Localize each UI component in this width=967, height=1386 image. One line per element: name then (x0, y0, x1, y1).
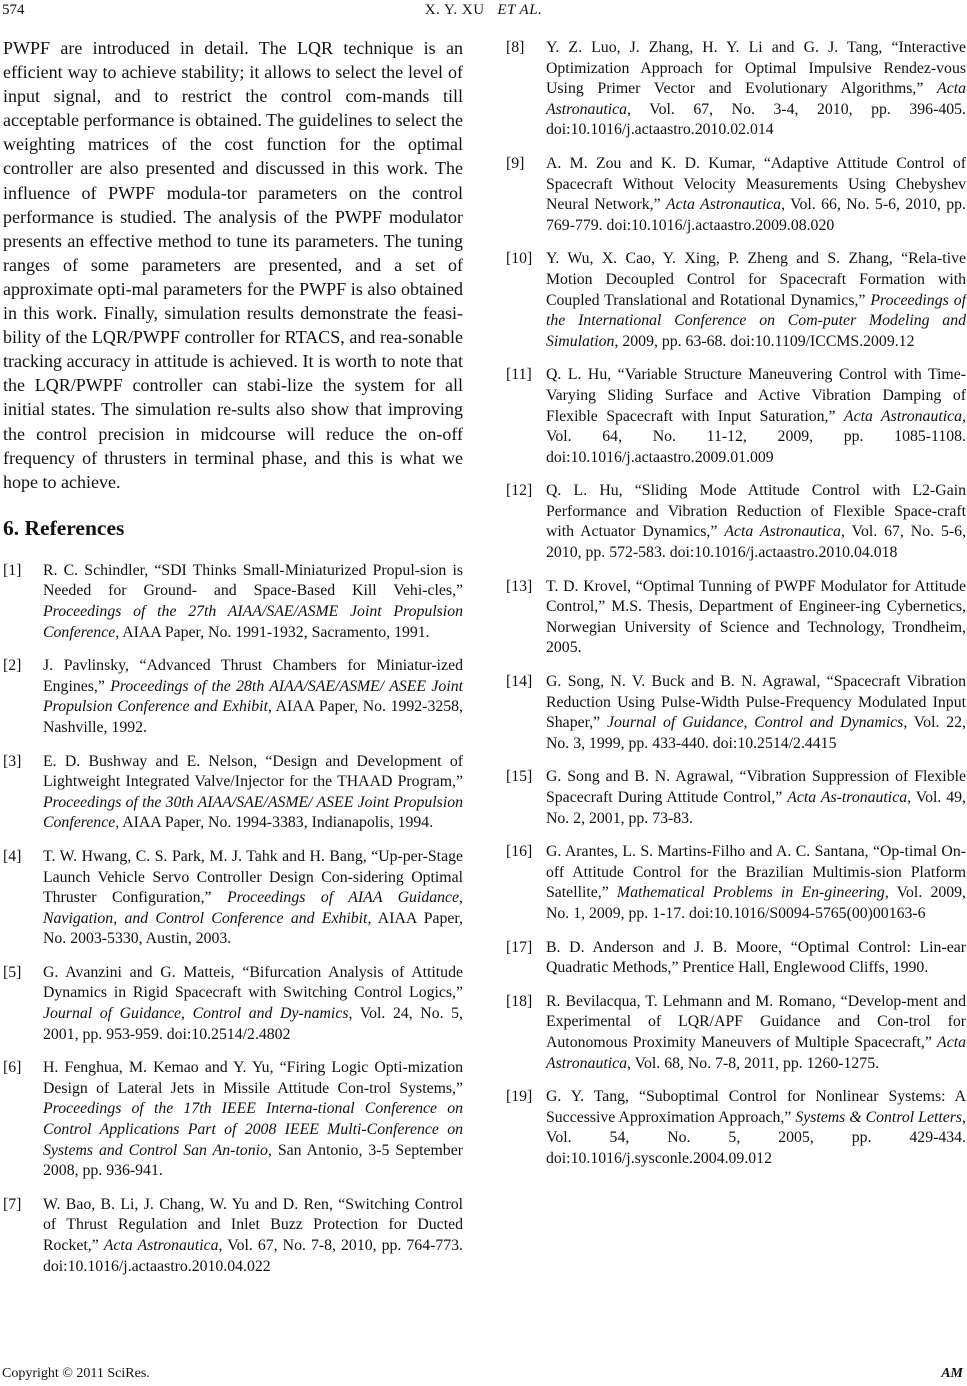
reference-details: , Vol. 49, No. 2, 2001, pp. 73-83. (546, 789, 966, 827)
reference-authors-title: J. Pavlinsky, “Advanced Thrust Chambers for Miniatur-ized Engines,” (43, 657, 463, 695)
running-header (0, 2, 967, 19)
page-number: 574 (2, 2, 25, 18)
reference-text (546, 366, 966, 465)
reference-details: , 2009, pp. 63-68. doi:10.1109/ICCMS.2009.12 (614, 332, 915, 350)
reference-item (506, 842, 966, 924)
reference-item (3, 1195, 463, 1277)
reference-text (546, 578, 966, 657)
reference-item (506, 672, 966, 754)
reference-item (506, 481, 966, 563)
reference-text (546, 768, 966, 826)
reference-text (546, 843, 966, 922)
reference-item (3, 847, 463, 950)
reference-item (506, 154, 966, 236)
reference-details: , Vol. 67, No. 7-8, 2010, pp. 764-773. doi:10.1016/j.actaastro.2010.04.022 (43, 1237, 464, 1275)
reference-number: [1] (3, 561, 22, 579)
reference-item (506, 992, 966, 1074)
reference-venue: Proceedings of the International Conference on Com-puter Modeling and Simulation (546, 291, 966, 350)
reference-venue: Proceedings of the 30th AIAA/SAE/ASME/ ASEE Joint Propulsion Conference (43, 793, 463, 832)
reference-text (546, 155, 966, 234)
intro-paragraph: PWPF are introduced in detail. The LQR technique is an efficient way to achieve stability; it allows to select the level of input signal, and to restrict the control com-mands till acceptable performance is obtained. The guidelines to select the weighting matrices of the cost function for the optimal controller are also presented and discussed in this work. The influence of PWPF modula-tor parameters on the control performance is studied. The analysis of the PWPF modulator presents an effective method to tune its parameters. The tuning ranges of some parameters are presented, and a set of approximate opti-mal parameters for the PWPF is also obtained in this work. Finally, simulation results demonstrate the feasi-bility of the LQR/PWPF controller for RTACS, and rea-sonable tracking accuracy in attitude is achieved. It is worth to note that the LQR/PWPF controller can stabi-lize the system for all initial states. The simulation re-sults also show that improving the control precision in midcourse will reduce the on-off frequency of thrusters in terminal phase, and this is what we hope to achieve. (3, 38, 463, 492)
reference-number: [3] (3, 752, 22, 770)
reference-details: , Vol. 67, No. 5-6, 2010, pp. 572-583. doi:10.1016/j.actaastro.2010.04.018 (546, 523, 967, 562)
reference-number: [7] (3, 1195, 22, 1213)
reference-authors-title: W. Bao, B. Li, J. Chang, W. Yu and D. Ren, “Switching Control of Thrust Regulation and Inlet Buzz Protection for Ducted Rocket,” (43, 1195, 463, 1254)
reference-text (43, 1059, 463, 1179)
reference-details: , Vol. 22, No. 3, 1999, pp. 433-440. doi:10.2514/2.4415 (546, 714, 966, 752)
reference-details: , Vol. 68, No. 7-8, 2011, pp. 1260-1275. (627, 1054, 880, 1072)
reference-number: [16] (506, 843, 533, 861)
reference-authors-title: B. D. Anderson and J. B. Moore, “Optimal Control: Lin-ear Quadratic Methods,” Prentice Hall, Englewood Cliffs, 1990. (546, 938, 966, 977)
reference-details: , Vol. 67, No. 3-4, 2010, pp. 396-405. doi:10.1016/j.actaastro.2010.02.014 (546, 100, 966, 139)
reference-authors-title: T. D. Krovel, “Optimal Tunning of PWPF Modulator for Attitude Control,” M.S. Thesis, Department of Engineer-ing Cybernetics, Norwegian University of Science and Technology, Trondheim, 2005. (546, 577, 966, 657)
reference-venue: Acta Astronautica (546, 80, 966, 118)
reference-details: , Vol. 54, No. 5, 2005, pp. 429-434. doi:10.1016/j.sysconle.2004.09.012 (546, 1108, 966, 1167)
reference-authors-title: T. W. Hwang, C. S. Park, M. J. Tahk and H. Bang, “Up-per-Stage Launch Vehicle Servo Controller Design Con-sidering Optimal Thruster Configuration,” (43, 847, 463, 907)
reference-authors-title: G. Avanzini and G. Matteis, “Bifurcation Analysis of Attitude Dynamics in Rigid Spacecraft with Switching Control Logics,” (43, 963, 463, 1002)
reference-authors-title: E. D. Bushway and E. Nelson, “Design and Development of Lightweight Integrated Valve/Injector for the THAAD Program,” (43, 752, 463, 791)
reference-text (43, 964, 463, 1043)
reference-item (506, 767, 966, 829)
reference-item (506, 1087, 966, 1169)
reference-authors-title: Y. Wu, X. Cao, Y. Xing, P. Zheng and S. Zhang, “Rela-tive Motion Decoupled Control for Spacecraft Formation with Coupled Translational and Rotational Dynamics,” (546, 250, 966, 309)
header-et-al: ET AL. (497, 2, 543, 18)
reference-item (506, 938, 966, 979)
reference-text (546, 39, 966, 138)
reference-item (3, 1058, 463, 1182)
reference-details: , AIAA Paper, No. 1992-3258, Nashville, 1992. (43, 698, 463, 736)
reference-venue: Proceedings of AIAA Guidance, Navigation, and Control Conference and Exhibit (43, 889, 463, 927)
reference-venue: Proceedings of the 17th IEEE Interna-tional Conference on Control Applications Part of 2008 IEEE Multi-Conference on Systems and Control San An-tonio (43, 1100, 463, 1159)
reference-text (43, 753, 463, 832)
reference-number: [4] (3, 847, 22, 865)
reference-text (546, 482, 966, 561)
section-title: 6. References (3, 515, 125, 540)
reference-authors-title: G. Y. Tang, “Suboptimal Control for Nonlinear Systems: A Successive Approximation Approach,” (546, 1088, 966, 1126)
reference-venue: Acta Astronautica (843, 407, 963, 425)
reference-venue: Journal of Guidance, Control and Dynamics (607, 714, 904, 732)
reference-venue: Acta Astronautica (666, 196, 782, 214)
reference-text (546, 1088, 966, 1167)
reference-authors-title: H. Fenghua, M. Kemao and Y. Yu, “Firing Logic Opti-mization Design of Lateral Jets in Missile Attitude Con-trol Systems,” (43, 1059, 463, 1097)
reference-text (43, 657, 463, 736)
reference-number: [17] (506, 938, 533, 956)
reference-authors-title: R. Bevilacqua, T. Lehmann and M. Romano, “Develop-ment and Experimental of LQR/APF Guidance and Con-trol for Autonomous Proximity Maneuvers of Multiple Spacecraft,” (546, 992, 966, 1051)
reference-details: , AIAA Paper, No. 1994-3383, Indianapolis, 1994. (115, 814, 434, 832)
right-column (506, 38, 966, 1183)
reference-details: , San Antonio, 3-5 September 2008, pp. 936-941. (43, 1141, 463, 1180)
reference-venue: Systems & Control Letters (795, 1108, 963, 1126)
reference-item (506, 249, 966, 352)
reference-authors-title: Y. Z. Luo, J. Zhang, H. Y. Li and G. J. Tang, “Interactive Optimization Approach for Optimal Impulsive Rendez-vous Using Primer Vector and Evolutionary Algorithms,” (546, 39, 966, 98)
reference-authors-title: Q. L. Hu, “Sliding Mode Attitude Control with L2-Gain Performance and Vibration Reduction of Flexible Space-craft with Actuator Dynamics,” (546, 482, 966, 541)
reference-number: [8] (506, 39, 525, 56)
reference-text (546, 250, 966, 349)
reference-number: [14] (506, 673, 533, 691)
reference-number: [11] (506, 366, 532, 384)
footer-copyright: Copyright © 2011 SciRes. (2, 1366, 150, 1381)
reference-venue: Mathematical Problems in En-gineering (616, 884, 885, 902)
header-authors: X. Y. XU (424, 2, 485, 18)
reference-venue: Proceedings of the 27th AIAA/SAE/ASME Joint Propulsion Conference (43, 602, 463, 641)
footer-journal: AM (941, 1366, 963, 1381)
reference-details: , AIAA Paper, No. 1991-1932, Sacramento, 1991. (115, 623, 430, 641)
reference-number: [18] (506, 992, 533, 1010)
reference-details: , Vol. 64, No. 11-12, 2009, pp. 1085-1108. doi:10.1016/j.actaastro.2009.01.009 (546, 407, 966, 466)
reference-number: [2] (3, 657, 22, 675)
reference-text (43, 848, 463, 947)
reference-authors-title: G. Song, N. V. Buck and B. N. Agrawal, “Spacecraft Vibration Reduction Using Pulse-Width Pulse-Frequency Modulated Input Shaper,” (546, 673, 966, 732)
reference-text (546, 993, 966, 1072)
reference-number: [5] (3, 963, 22, 981)
reference-authors-title: A. M. Zou and K. D. Kumar, “Adaptive Attitude Control of Spacecraft Without Velocity Measurements Using Chebyshev Neural Network,” (546, 154, 966, 214)
reference-number: [15] (506, 768, 533, 786)
reference-venue: Acta Astronautica (546, 1033, 966, 1072)
reference-number: [9] (506, 154, 525, 172)
reference-item (506, 577, 966, 659)
reference-details: , Vol. 66, No. 5-6, 2010, pp. 769-779. doi:10.1016/j.actaastro.2009.08.020 (546, 196, 967, 234)
reference-venue: Acta Astronautica (103, 1237, 219, 1254)
reference-authors-title: R. C. Schindler, “SDI Thinks Small-Miniaturized Propul-sion is Needed for Ground- and Space-Based Kill Vehi-cles,” (43, 561, 463, 600)
reference-authors-title: Q. L. Hu, “Variable Structure Maneuvering Control with Time-Varying Sliding Surface and Active Vibration Damping of Flexible Spacecraft with Input Saturation,” (546, 366, 966, 425)
reference-text (43, 1196, 463, 1275)
reference-number: [6] (3, 1059, 22, 1077)
reference-item (3, 561, 463, 643)
reference-venue: Proceedings of the 28th AIAA/SAE/ASME/ ASEE Joint Propulsion Conference and Exhibit (43, 677, 463, 716)
reference-number: [13] (506, 577, 533, 595)
reference-details: , AIAA Paper, No. 2003-5330, Austin, 2003. (43, 909, 463, 948)
reference-list-left (3, 561, 463, 1277)
reference-item (506, 365, 966, 468)
reference-item (3, 752, 463, 834)
reference-number: [10] (506, 250, 533, 268)
reference-item (3, 656, 463, 738)
reference-details: , Vol. 2009, No. 1, 2009, pp. 1-17. doi:10.1016/S0094-5765(00)00163-6 (546, 884, 966, 922)
reference-text (43, 562, 463, 641)
reference-text (546, 939, 966, 977)
left-column (3, 36, 463, 1290)
reference-venue: Acta As-tronautica (787, 789, 908, 806)
reference-item (506, 38, 966, 141)
reference-authors-title: G. Arantes, L. S. Martins-Filho and A. C. Santana, “Op-timal On-off Attitude Control for the Brazilian Multimis-sion Platform Satellite,” (546, 843, 966, 902)
reference-venue: Journal of Guidance, Control and Dy-namics (43, 1005, 349, 1023)
reference-text (546, 673, 966, 752)
reference-authors-title: G. Song and B. N. Agrawal, “Vibration Suppression of Flexible Spacecraft During Attitude Control,” (546, 768, 966, 806)
reference-item (3, 963, 463, 1045)
reference-number: [19] (506, 1088, 533, 1106)
reference-number: [12] (506, 482, 533, 500)
reference-venue: Acta Astronautica (724, 523, 841, 541)
reference-list-right (506, 38, 966, 1170)
reference-details: , Vol. 24, No. 5, 2001, pp. 953-959. doi:10.2514/2.4802 (43, 1005, 463, 1043)
